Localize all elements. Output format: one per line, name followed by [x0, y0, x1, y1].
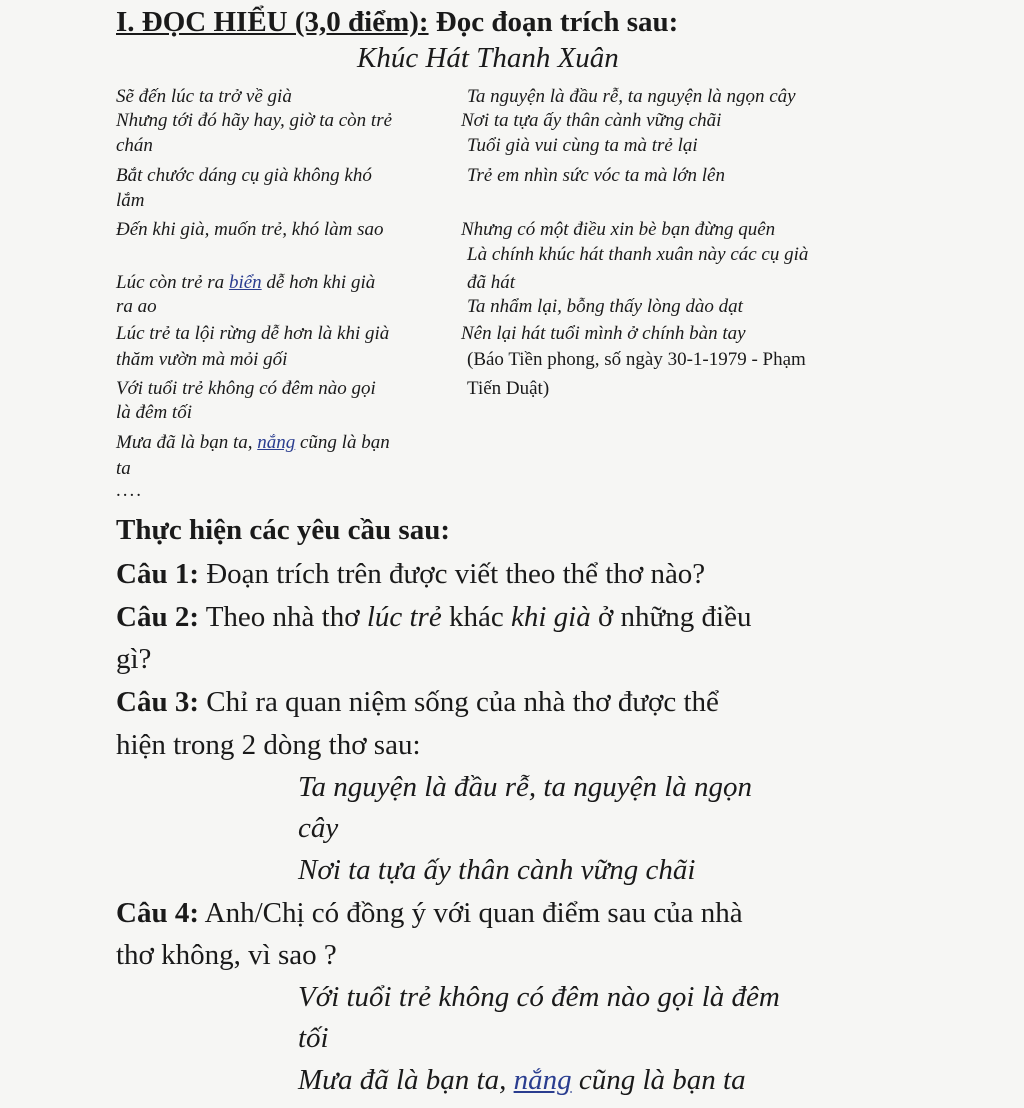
poem-line	[116, 432, 390, 454]
source-citation: (Báo Tiền phong, số ngày 30-1-1979 - Phạm	[467, 349, 806, 370]
question-2-line2: gì?	[116, 643, 152, 675]
question-4	[116, 897, 743, 930]
poem-line: Tuổi già vui cùng ta mà trẻ lại	[467, 135, 698, 156]
poem-line: Trẻ em nhìn sức vóc ta mà lớn lên	[467, 165, 725, 186]
section-title-suffix: Đọc đoạn trích sau:	[428, 6, 679, 38]
question-1	[116, 558, 705, 591]
quote-line: Với tuổi trẻ không có đêm nào gọi là đêm	[298, 981, 780, 1013]
highlight-word-nang-quote[interactable]: nắng	[513, 1064, 572, 1096]
highlight-word-bien[interactable]: biển	[228, 272, 262, 293]
question-3-line2: hiện trong 2 dòng thơ sau:	[116, 729, 421, 761]
quote-part: Mưa đã là bạn ta,	[298, 1064, 514, 1096]
poem-line-part: dễ hơn khi già	[261, 272, 376, 293]
question-4-line2: thơ không, vì sao ?	[116, 939, 337, 971]
question-2-label: Câu 2:	[116, 601, 199, 633]
question-2-emphasis: lúc trẻ	[366, 601, 442, 633]
poem-line: Sẽ đến lúc ta trở về già	[116, 86, 292, 107]
quote-line: Ta nguyện là đầu rễ, ta nguyện là ngọn	[298, 771, 753, 803]
question-2-text: ở những điều	[590, 601, 752, 633]
question-4-text: Anh/Chị có đồng ý với quan điểm sau của nhà	[198, 897, 743, 929]
poem-line: Bắt chước dáng cụ già không khó	[116, 165, 372, 186]
poem-line: Nhưng tới đó hãy hay, giờ ta còn trẻ	[116, 110, 393, 131]
poem-line: Với tuổi trẻ không có đêm nào gọi	[116, 378, 376, 399]
source-citation: Tiến Duật)	[467, 378, 550, 399]
question-2-text: khác	[441, 601, 511, 633]
poem-line: Nên lại hát tuổi mình ở chính bàn tay	[461, 323, 746, 344]
poem-line: lắm	[116, 190, 145, 211]
poem-line	[116, 272, 375, 294]
ellipsis: ....	[116, 480, 143, 501]
question-2-emphasis: khi già	[510, 601, 591, 633]
highlight-word-nang[interactable]: nắng	[257, 432, 296, 453]
poem-line: Đến khi già, muốn trẻ, khó làm sao	[116, 219, 384, 240]
section-title	[116, 6, 678, 39]
poem-line: thăm vườn mà mỏi gối	[116, 349, 288, 370]
question-1-label: Câu 1:	[116, 558, 199, 590]
poem-line: Là chính khúc hát thanh xuân này các cụ già	[467, 244, 809, 265]
poem-line: ta	[116, 458, 131, 479]
question-1-text: Đoạn trích trên được viết theo thể thơ nào?	[198, 558, 706, 590]
poem-line: Ta nhẩm lại, bỗng thấy lòng dào dạt	[467, 296, 743, 317]
poem-line: ra ao	[116, 296, 157, 317]
poem-line: là đêm tối	[116, 402, 192, 423]
question-2-text: Theo nhà thơ	[198, 601, 367, 633]
question-3	[116, 686, 719, 719]
poem-line-part: Mưa đã là bạn ta,	[116, 432, 258, 453]
quote-part: cũng là bạn ta	[571, 1064, 746, 1096]
quote-line: Nơi ta tựa ấy thân cành vững chãi	[298, 854, 696, 886]
poem-line: Ta nguyện là đầu rễ, ta nguyện là ngọn cây	[467, 86, 796, 107]
question-2	[116, 601, 751, 634]
poem-line: Lúc trẻ ta lội rừng dễ hơn là khi già	[116, 323, 390, 344]
poem-line-part: Lúc còn trẻ ra	[116, 272, 229, 293]
poem-title: Khúc Hát Thanh Xuân	[357, 42, 619, 74]
poem-line: Nơi ta tựa ấy thân cành vững chãi	[461, 110, 722, 131]
question-4-label: Câu 4:	[116, 897, 199, 929]
question-3-text: Chỉ ra quan niệm sống của nhà thơ được thể	[198, 686, 719, 718]
quote-line: tối	[298, 1022, 329, 1054]
poem-line: Nhưng có một điều xin bè bạn đừng quên	[461, 219, 776, 240]
poem-line: đã hát	[467, 272, 516, 293]
questions-heading: Thực hiện các yêu cầu sau:	[116, 514, 450, 546]
question-3-label: Câu 3:	[116, 686, 199, 718]
poem-line-part: cũng là bạn	[295, 432, 390, 453]
poem-line: chán	[116, 135, 153, 156]
section-title-prefix: I. ĐỌC HIỂU (3,0 điểm):	[116, 6, 429, 38]
quote-line: cây	[298, 812, 339, 844]
quote-line	[298, 1064, 746, 1097]
